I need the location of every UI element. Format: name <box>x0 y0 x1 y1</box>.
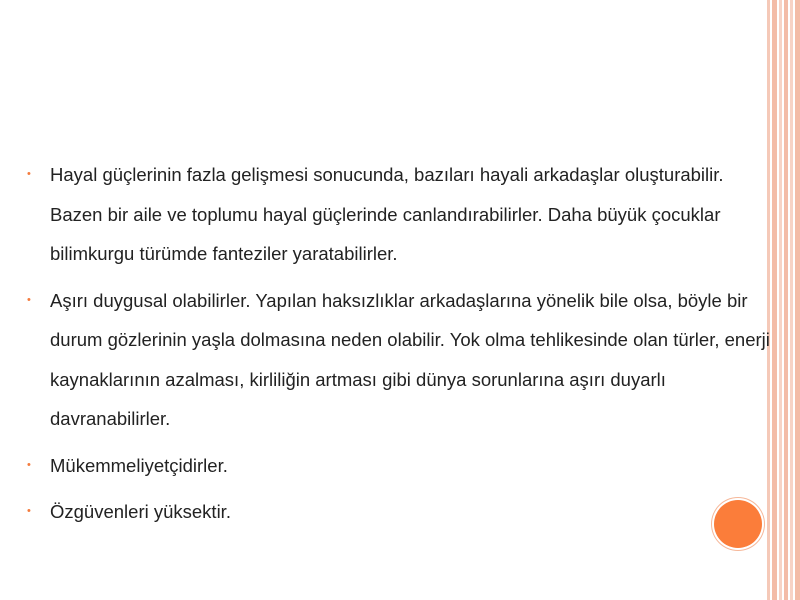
decorative-stripe <box>790 0 793 600</box>
bullet-item <box>26 492 771 532</box>
bullet-icon: • <box>27 505 31 517</box>
slide-content <box>26 155 771 539</box>
bullet-text: Aşırı duygusal olabilirler. Yapılan haksızlıklar arkadaşlarına yönelik bile olsa, böyle bir durum gözlerinin yaşla dolmasına neden olabilir. Yok olma tehlikesinde olan türler, enerji kaynaklarının azalması, kirliliğin artması gibi dünya sorunlarına aşırı duyarlı davranabilirler. <box>50 289 770 429</box>
decorative-stripe <box>795 0 800 600</box>
bullet-item <box>26 281 771 439</box>
bullet-text: Mükemmeliyetçidirler. <box>50 454 228 476</box>
bullet-item <box>26 446 771 486</box>
decorative-stripe <box>779 0 782 600</box>
decorative-stripe <box>772 0 777 600</box>
bullet-icon: • <box>27 458 31 471</box>
bullet-text: Özgüvenleri yüksektir. <box>50 501 231 522</box>
bullet-item <box>26 155 771 274</box>
bullet-icon: • <box>27 168 31 180</box>
bullet-list <box>26 155 771 532</box>
bullet-text: Hayal güçlerinin fazla gelişmesi sonucunda, bazıları hayali arkadaşlar oluşturabilir. Bazen bir aile ve toplumu hayal güçlerinde canlandırabilirler. Daha büyük çocuklar bilimkurgu türümde fanteziler yaratabilirler. <box>50 164 724 264</box>
decorative-stripe <box>784 0 788 600</box>
bullet-icon: • <box>27 293 31 306</box>
